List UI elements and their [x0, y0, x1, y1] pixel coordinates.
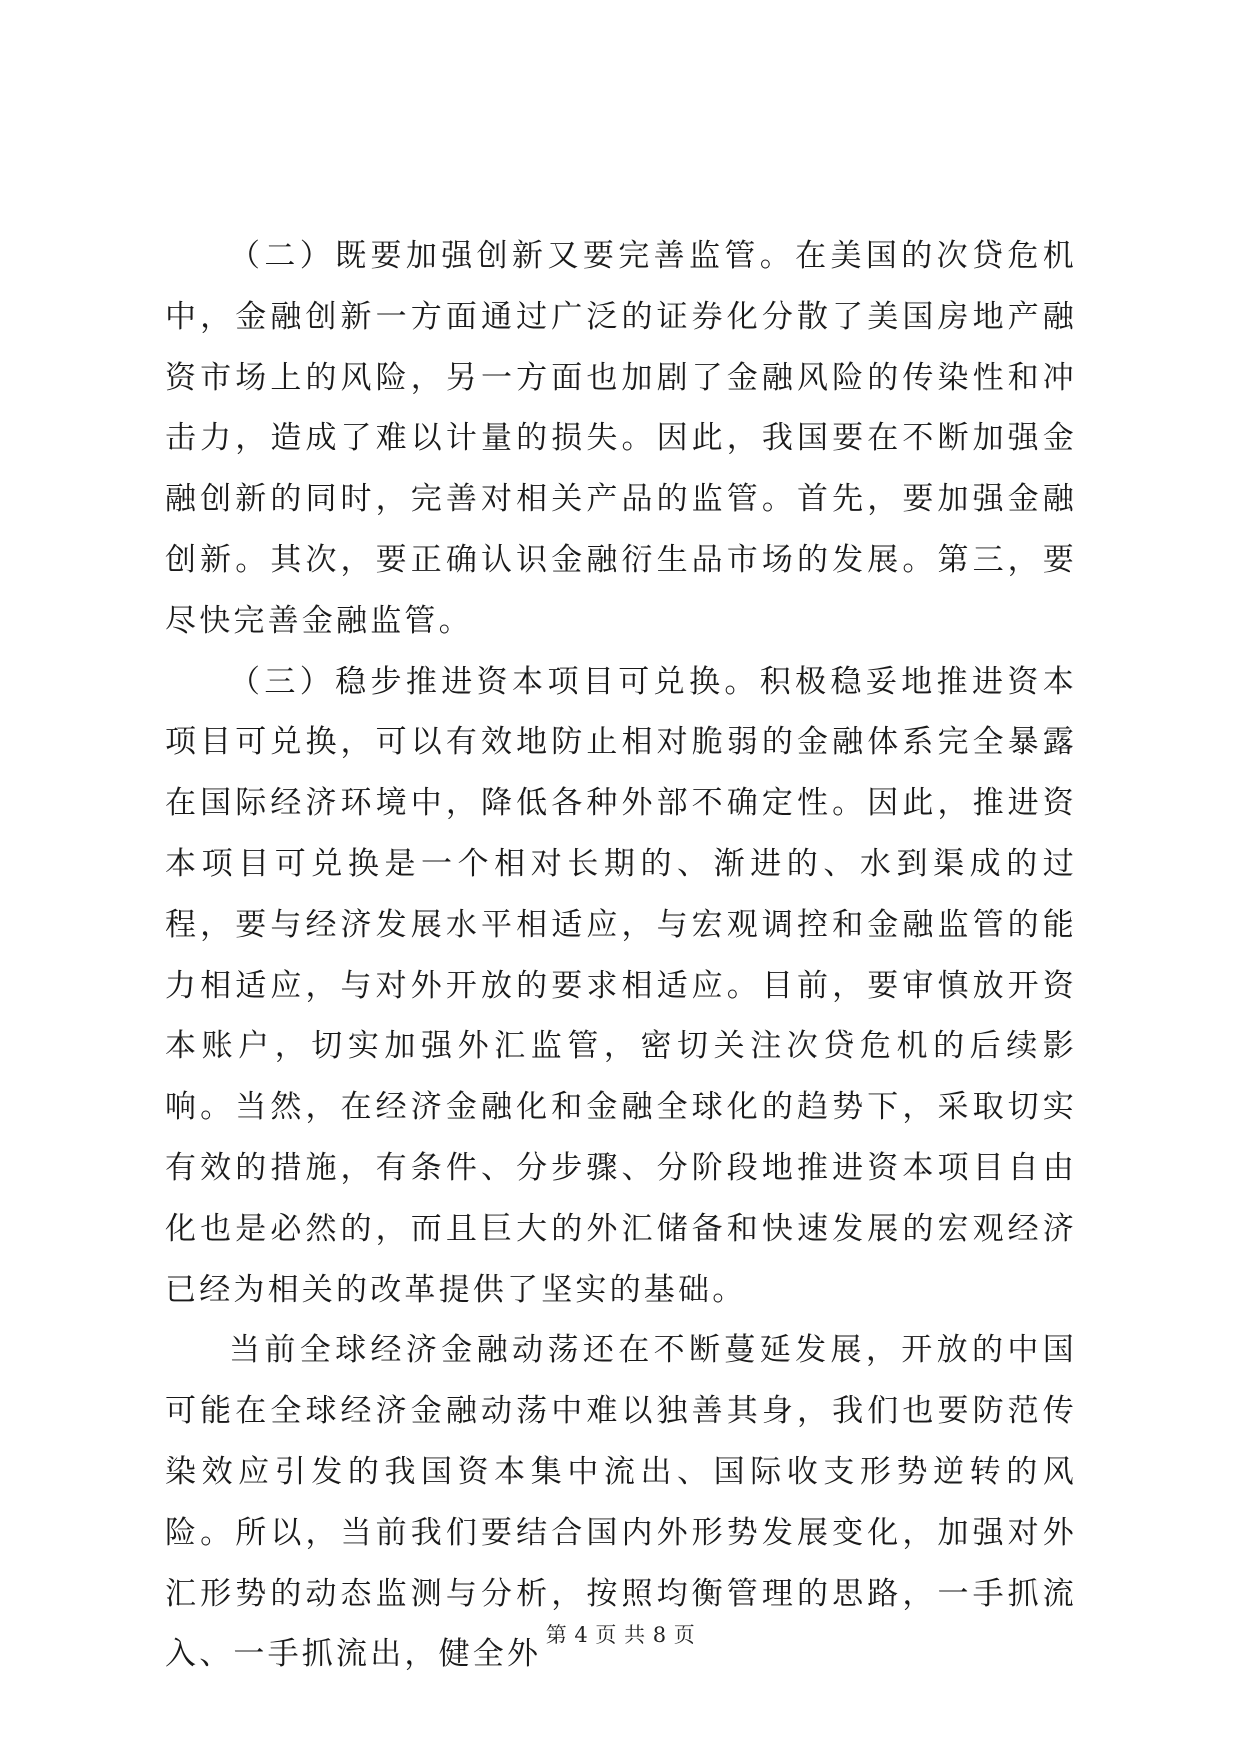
- body-text: [165, 226, 1077, 1685]
- paragraph-subsection-3: （三）稳步推进资本项目可兑换。积极稳妥地推进资本项目可兑换，可以有效地防止相对脆弱的金融体系完全暴露在国际经济环境中，降低各种外部不确定性。因此，推进资本项目可兑换是一个相对长期的、渐进的、水到渠成的过程，要与经济发展水平相适应，与宏观调控和金融监管的能力相适应，与对外开放的要求相适应。目前，要审慎放开资本账户，切实加强外汇监管，密切关注次贷危机的后续影响。当然，在经济金融化和金融全球化的趋势下，采取切实有效的措施，有条件、分步骤、分阶段地推进资本项目自由化也是必然的，而且巨大的外汇储备和快速发展的宏观经济已经为相关的改革提供了坚实的基础。: [165, 663, 1077, 1308]
- page-number-footer: 第 4 页 共 8 页: [545, 1623, 696, 1647]
- paragraph-conclusion: 当前全球经济金融动荡还在不断蔓延发展，开放的中国可能在全球经济金融动荡中难以独善其身，我们也要防范传染效应引发的我国资本集中流出、国际收支形势逆转的风险。所以，当前我们要结合国内外形势发展变化，加强对外汇形势的动态监测与分析，按照均衡管理的思路，一手抓流入、一手抓流出，健全外: [165, 1332, 1077, 1673]
- paragraph-subsection-2: （二）既要加强创新又要完善监管。在美国的次贷危机中，金融创新一方面通过广泛的证券化分散了美国房地产融资市场上的风险，另一方面也加剧了金融风险的传染性和冲击力，造成了难以计量的损失。因此，我国要在不断加强金融创新的同时，完善对相关产品的监管。首先，要加强金融创新。其次，要正确认识金融衍生品市场的发展。第三，要尽快完善金融监管。: [165, 238, 1077, 639]
